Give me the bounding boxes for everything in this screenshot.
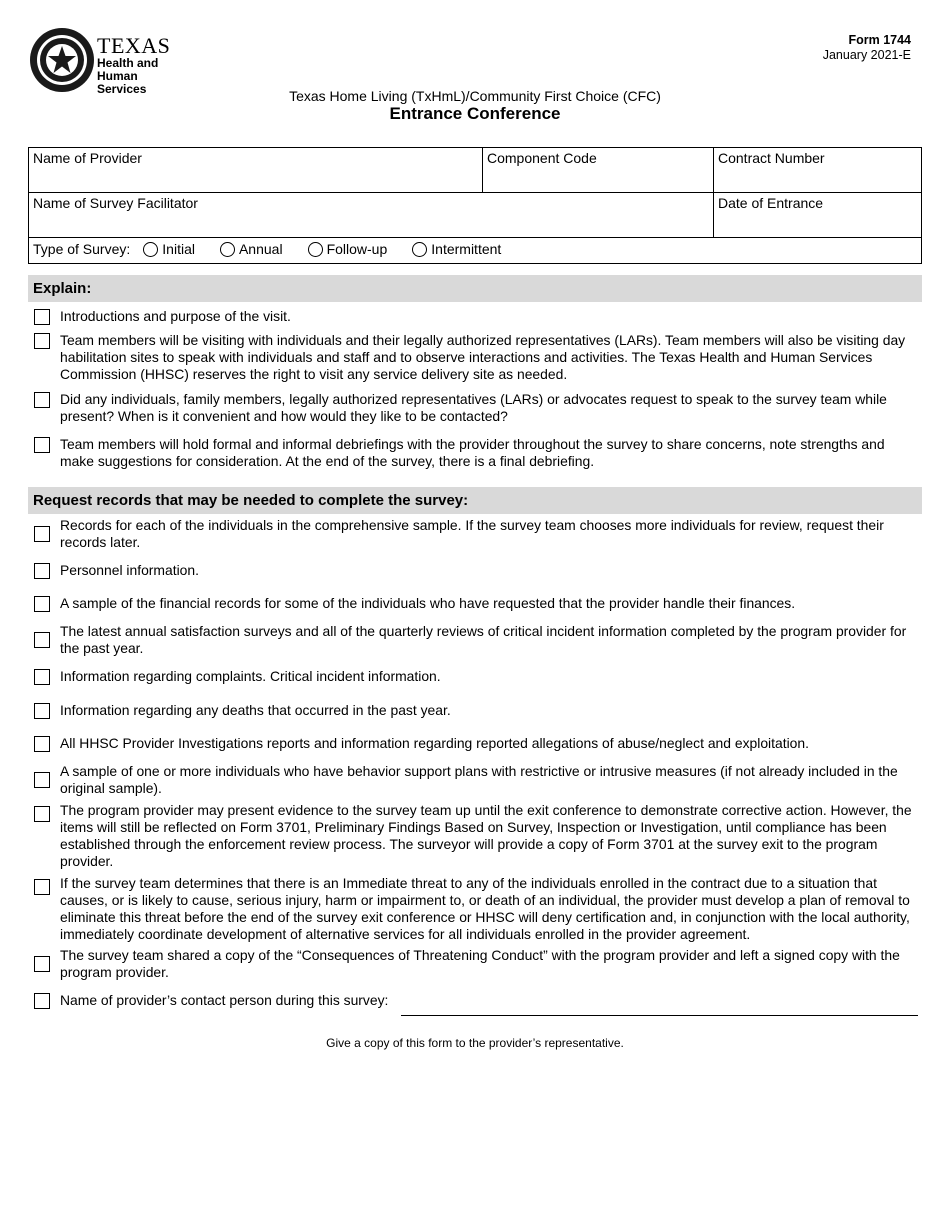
checklist-item-text: The latest annual satisfaction surveys and all of the quarterly reviews of critical incident information completed by the program provider for the past year. xyxy=(60,623,907,656)
checklist-item-text: Introductions and purpose of the visit. xyxy=(60,308,291,324)
checklist-item xyxy=(34,992,918,1009)
checkbox[interactable] xyxy=(34,392,50,408)
checklist-item xyxy=(34,308,918,325)
checklist-item-text: Team members will hold formal and informal debriefings with the provider throughout the survey to share concerns, note strengths and make suggestions for consideration. At the end of the survey, there is a final debriefing. xyxy=(60,436,885,469)
radio-intermittent[interactable] xyxy=(412,241,501,257)
checkbox[interactable] xyxy=(34,879,50,895)
component-code-label: Component Code xyxy=(487,150,597,166)
checklist-item xyxy=(34,391,918,425)
checkbox[interactable] xyxy=(34,526,50,542)
checkbox[interactable] xyxy=(34,437,50,453)
provider-info-table xyxy=(28,147,922,264)
form-number: Form 1744 xyxy=(848,33,911,47)
checkbox[interactable] xyxy=(34,333,50,349)
checklist-item-text: Information regarding any deaths that occurred in the past year. xyxy=(60,702,451,718)
form-subtitle: Texas Home Living (TxHmL)/Community First Choice (CFC) xyxy=(289,88,661,104)
records-section-header: Request records that may be needed to complete the survey: xyxy=(28,487,922,514)
contract-number-label: Contract Number xyxy=(718,150,825,166)
provider-name-label: Name of Provider xyxy=(33,150,142,166)
texas-seal-icon xyxy=(29,27,95,93)
radio-circle-icon[interactable] xyxy=(412,242,427,257)
checklist-item xyxy=(34,436,918,470)
checklist-item xyxy=(34,802,918,870)
logo-subtitle-1: Health and Human xyxy=(97,56,159,83)
checklist-item xyxy=(34,702,918,719)
checklist-item-text: Name of provider’s contact person during this survey: xyxy=(60,992,389,1008)
checklist-item xyxy=(34,735,918,752)
checklist-item xyxy=(34,332,918,383)
page-title: Entrance Conference xyxy=(389,104,561,123)
checkbox[interactable] xyxy=(34,993,50,1009)
checklist-item-text: The survey team shared a copy of the “Consequences of Threatening Conduct” with the program provider and left a signed copy with the program provider. xyxy=(60,947,900,980)
survey-type-row xyxy=(33,241,526,257)
radio-initial-label: Initial xyxy=(162,241,195,257)
explain-section-header: Explain: xyxy=(28,275,922,302)
radio-initial[interactable] xyxy=(143,241,195,257)
hhs-logo xyxy=(29,27,199,96)
date-of-entrance-field[interactable] xyxy=(714,193,921,237)
logo-subtitle-2: Services xyxy=(97,82,147,96)
contact-person-input-line[interactable] xyxy=(401,1015,918,1016)
contract-number-field[interactable] xyxy=(714,148,921,192)
radio-intermittent-label: Intermittent xyxy=(431,241,502,257)
checkbox[interactable] xyxy=(34,736,50,752)
date-of-entrance-label: Date of Entrance xyxy=(718,195,824,211)
checkbox[interactable] xyxy=(34,806,50,822)
radio-annual[interactable] xyxy=(220,241,283,257)
checkbox[interactable] xyxy=(34,956,50,972)
checklist-item xyxy=(34,595,918,612)
checklist-item xyxy=(34,947,918,981)
checkbox[interactable] xyxy=(34,632,50,648)
checklist-item xyxy=(34,668,918,685)
radio-annual-label: Annual xyxy=(238,241,283,257)
checklist-item-text: Records for each of the individuals in the comprehensive sample. If the survey team chooses more individuals for review, request their records later. xyxy=(60,517,884,550)
form-date: January 2021-E xyxy=(822,48,911,62)
radio-follow-up-label: Follow-up xyxy=(326,241,388,257)
checkbox[interactable] xyxy=(34,772,50,788)
radio-follow-up[interactable] xyxy=(308,241,388,257)
checklist-item-text: Did any individuals, family members, legally authorized representatives (LARs) or advocates request to speak to the survey team while present? When is it convenient and how would they like to be contacted? xyxy=(60,391,887,424)
provider-name-field[interactable] xyxy=(29,148,482,192)
checklist-item-text: All HHSC Provider Investigations reports and information regarding reported allegations of abuse/neglect and exploitation. xyxy=(60,735,809,751)
checklist-item xyxy=(34,623,918,657)
footer-note: Give a copy of this form to the provider’s representative. xyxy=(326,1036,624,1050)
radio-circle-icon[interactable] xyxy=(308,242,323,257)
logo-name: TEXAS xyxy=(97,33,171,58)
survey-type-label: Type of Survey: xyxy=(33,241,131,257)
checklist-item xyxy=(34,875,918,943)
checklist-item-text: Team members will be visiting with individuals and their legally authorized representatives (LARs). Team members will also be visiting day habilitation sites to speak with individuals and staff and to observe interactions and activities. The Texas Health and Human Services Commission (HHSC) reserves the right to visit any service delivery site as needed. xyxy=(60,332,906,382)
radio-circle-icon[interactable] xyxy=(143,242,158,257)
radio-circle-icon[interactable] xyxy=(220,242,235,257)
checklist-item xyxy=(34,517,918,551)
checklist-item xyxy=(34,763,918,797)
checkbox[interactable] xyxy=(34,703,50,719)
checkbox[interactable] xyxy=(34,669,50,685)
checkbox[interactable] xyxy=(34,596,50,612)
form-identifier xyxy=(823,33,911,63)
checklist-item-text: A sample of the financial records for some of the individuals who have requested that the provider handle their finances. xyxy=(60,595,796,611)
component-code-field[interactable] xyxy=(483,148,713,192)
checklist-item-text: Information regarding complaints. Critical incident information. xyxy=(60,668,441,684)
checklist-item-text: If the survey team determines that there is an Immediate threat to any of the individuals enrolled in the contract due to a situation that causes, or is likely to cause, serious injury, harm or impairment to, or death of an individual, the provider must develop a plan of removal to eliminate this threat before the end of the survey exit conference or HHSC will deny certification and, in conjunction with the local authority, immediately coordinate development of alternative services for all individuals enrolled in the provider agreement. xyxy=(60,875,910,942)
survey-facilitator-label: Name of Survey Facilitator xyxy=(33,195,198,211)
checkbox[interactable] xyxy=(34,563,50,579)
checklist-item xyxy=(34,562,918,579)
checklist-item-text: The program provider may present evidence to the survey team up until the exit conference to demonstrate corrective action. However, the items will still be reflected on Form 3701, Preliminary Findings Based on Survey, Inspection or Investigation, until compliance has been established through the enforcement review process. The surveyor will provide a copy of Form 3701 at the survey exit to the program provider. xyxy=(60,802,912,869)
survey-facilitator-field[interactable] xyxy=(29,193,713,237)
checklist-item-text: A sample of one or more individuals who have behavior support plans with restrictive or intrusive measures (if not already included in the original sample). xyxy=(60,763,898,796)
checklist-item-text: Personnel information. xyxy=(60,562,199,578)
checkbox[interactable] xyxy=(34,309,50,325)
